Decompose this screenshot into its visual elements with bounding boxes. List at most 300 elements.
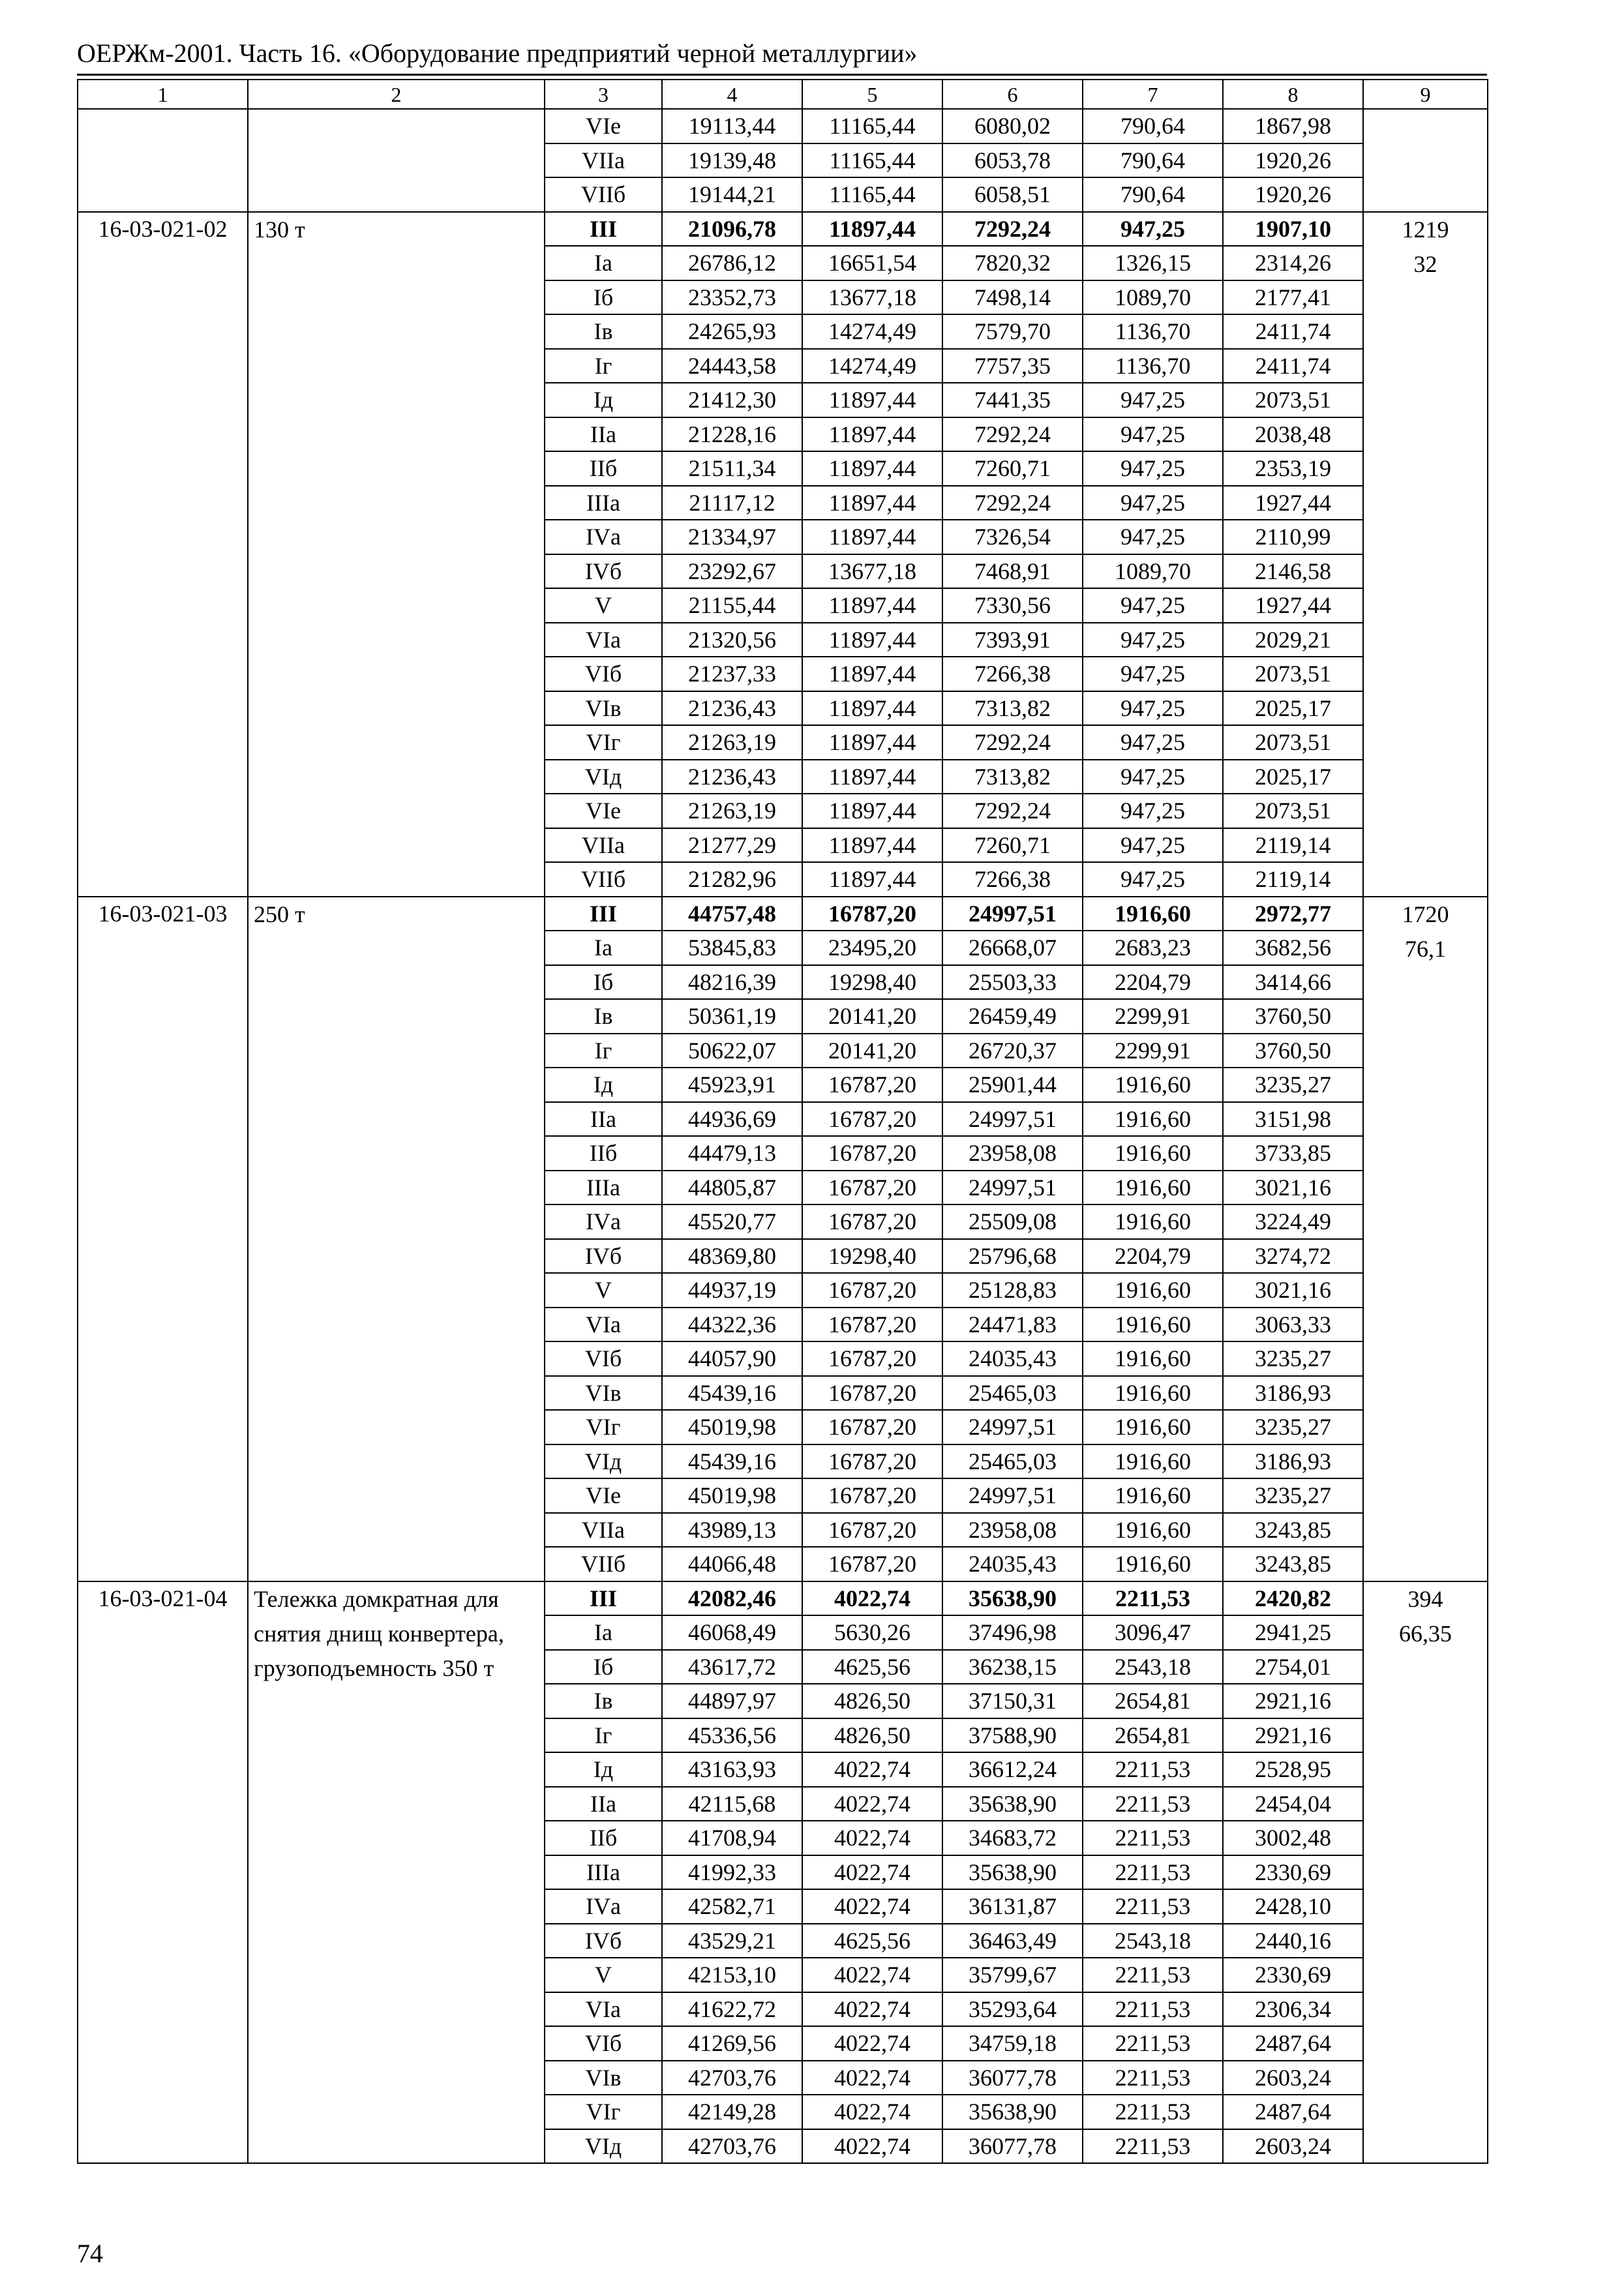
column-number: 5 bbox=[802, 80, 942, 109]
value-cell: 24265,93 bbox=[662, 314, 802, 349]
region-cell: VIIа bbox=[545, 143, 662, 178]
region-cell: VIе bbox=[545, 109, 662, 143]
value-cell: 45019,98 bbox=[662, 1478, 802, 1513]
value-cell: 11897,44 bbox=[802, 520, 942, 554]
value-cell: 23292,67 bbox=[662, 554, 802, 589]
value-cell: 21277,29 bbox=[662, 828, 802, 863]
value-cell: 2204,79 bbox=[1083, 965, 1223, 1000]
region-cell: VIа bbox=[545, 623, 662, 657]
value-cell: 3096,47 bbox=[1083, 1615, 1223, 1650]
value-cell: 1916,60 bbox=[1083, 1102, 1223, 1137]
value-cell: 2330,69 bbox=[1223, 1855, 1363, 1890]
value-cell: 43989,13 bbox=[662, 1513, 802, 1548]
value-cell: 53845,83 bbox=[662, 931, 802, 965]
value-cell: 11897,44 bbox=[802, 383, 942, 417]
value-cell: 44066,48 bbox=[662, 1547, 802, 1581]
value-cell: 2306,34 bbox=[1223, 1992, 1363, 2027]
value-cell: 45019,98 bbox=[662, 1410, 802, 1444]
region-cell: Iв bbox=[545, 999, 662, 1034]
region-cell: VIв bbox=[545, 691, 662, 726]
region-cell: IIIа bbox=[545, 486, 662, 520]
value-cell: 2211,53 bbox=[1083, 2061, 1223, 2095]
value-cell: 19298,40 bbox=[802, 1239, 942, 1274]
value-cell: 4022,74 bbox=[802, 1889, 942, 1924]
value-cell: 2353,19 bbox=[1223, 451, 1363, 486]
value-cell: 5630,26 bbox=[802, 1615, 942, 1650]
value-cell: 2211,53 bbox=[1083, 1752, 1223, 1787]
region-cell: Iб bbox=[545, 965, 662, 1000]
value-cell: 3243,85 bbox=[1223, 1547, 1363, 1581]
page-header: ОЕРЖм-2001. Часть 16. «Оборудование предприятий черной металлургии» bbox=[77, 38, 918, 68]
value-cell: 947,25 bbox=[1083, 828, 1223, 863]
value-cell: 2211,53 bbox=[1083, 1787, 1223, 1821]
value-cell: 2543,18 bbox=[1083, 1650, 1223, 1684]
region-cell: VIб bbox=[545, 2026, 662, 2061]
region-cell: IIа bbox=[545, 1787, 662, 1821]
value-cell: 3151,98 bbox=[1223, 1102, 1363, 1137]
value-cell: 21320,56 bbox=[662, 623, 802, 657]
value-cell: 44479,13 bbox=[662, 1136, 802, 1171]
value-cell: 4022,74 bbox=[802, 1958, 942, 1992]
value-cell: 42703,76 bbox=[662, 2061, 802, 2095]
value-cell: 2411,74 bbox=[1223, 349, 1363, 383]
value-cell: 24035,43 bbox=[942, 1547, 1083, 1581]
region-cell: IIа bbox=[545, 417, 662, 452]
value-cell: 2211,53 bbox=[1083, 1855, 1223, 1890]
value-cell: 1916,60 bbox=[1083, 1171, 1223, 1205]
column-number: 7 bbox=[1083, 80, 1223, 109]
price-table bbox=[77, 79, 1488, 2164]
value-cell: 21511,34 bbox=[662, 451, 802, 486]
column-9-cell bbox=[1363, 1581, 1488, 2164]
value-cell: 2119,14 bbox=[1223, 828, 1363, 863]
value-cell: 16787,20 bbox=[802, 1102, 942, 1137]
value-cell: 45923,91 bbox=[662, 1068, 802, 1102]
value-cell: 2211,53 bbox=[1083, 1889, 1223, 1924]
value-cell: 3733,85 bbox=[1223, 1136, 1363, 1171]
value-cell: 11897,44 bbox=[802, 828, 942, 863]
value-cell: 6080,02 bbox=[942, 109, 1083, 143]
value-cell: 4022,74 bbox=[802, 1752, 942, 1787]
value-cell: 2654,81 bbox=[1083, 1684, 1223, 1718]
value-cell: 16787,20 bbox=[802, 1513, 942, 1548]
value-cell: 2211,53 bbox=[1083, 1958, 1223, 1992]
value-cell: 4826,50 bbox=[802, 1718, 942, 1753]
value-cell: 36238,15 bbox=[942, 1650, 1083, 1684]
value-cell: 2211,53 bbox=[1083, 1992, 1223, 2027]
region-cell: VIг bbox=[545, 2095, 662, 2129]
value-cell: 11897,44 bbox=[802, 862, 942, 897]
value-cell: 7330,56 bbox=[942, 588, 1083, 623]
region-cell: VIд bbox=[545, 760, 662, 794]
value-cell: 4022,74 bbox=[802, 2095, 942, 2129]
value-cell: 2428,10 bbox=[1223, 1889, 1363, 1924]
value-cell: 21334,97 bbox=[662, 520, 802, 554]
value-cell: 7292,24 bbox=[942, 212, 1083, 247]
value-cell: 20141,20 bbox=[802, 1034, 942, 1068]
value-cell: 44322,36 bbox=[662, 1308, 802, 1342]
table-row bbox=[78, 897, 1488, 931]
value-cell: 44937,19 bbox=[662, 1273, 802, 1308]
region-cell: Iг bbox=[545, 1718, 662, 1753]
value-cell: 7498,14 bbox=[942, 280, 1083, 315]
value-cell: 3002,48 bbox=[1223, 1821, 1363, 1855]
value-cell: 21282,96 bbox=[662, 862, 802, 897]
value-cell: 7313,82 bbox=[942, 691, 1083, 726]
value-cell: 3760,50 bbox=[1223, 1034, 1363, 1068]
value-cell: 3274,72 bbox=[1223, 1239, 1363, 1274]
region-cell: VIIа bbox=[545, 1513, 662, 1548]
value-cell: 45439,16 bbox=[662, 1376, 802, 1411]
value-cell: 7260,71 bbox=[942, 451, 1083, 486]
value-cell: 21263,19 bbox=[662, 725, 802, 760]
region-cell: IVа bbox=[545, 1889, 662, 1924]
value-cell: 2299,91 bbox=[1083, 999, 1223, 1034]
value-cell: 35293,64 bbox=[942, 1992, 1083, 2027]
value-cell: 16787,20 bbox=[802, 1171, 942, 1205]
value-cell: 16787,20 bbox=[802, 1204, 942, 1239]
value-cell: 7292,24 bbox=[942, 794, 1083, 828]
value-cell: 16787,20 bbox=[802, 1308, 942, 1342]
value-cell: 3021,16 bbox=[1223, 1273, 1363, 1308]
region-cell: VIIб bbox=[545, 862, 662, 897]
column-9-value: 66,35 bbox=[1399, 1620, 1452, 1647]
value-cell: 947,25 bbox=[1083, 383, 1223, 417]
value-cell: 7313,82 bbox=[942, 760, 1083, 794]
region-cell: VIв bbox=[545, 1376, 662, 1411]
value-cell: 35799,67 bbox=[942, 1958, 1083, 1992]
value-cell: 41269,56 bbox=[662, 2026, 802, 2061]
value-cell: 3414,66 bbox=[1223, 965, 1363, 1000]
region-cell: IVб bbox=[545, 554, 662, 589]
value-cell: 24997,51 bbox=[942, 1410, 1083, 1444]
value-cell: 19298,40 bbox=[802, 965, 942, 1000]
table-body bbox=[78, 80, 1488, 2163]
value-cell: 2025,17 bbox=[1223, 691, 1363, 726]
value-cell: 947,25 bbox=[1083, 451, 1223, 486]
value-cell: 21263,19 bbox=[662, 794, 802, 828]
value-cell: 19113,44 bbox=[662, 109, 802, 143]
value-cell: 2603,24 bbox=[1223, 2061, 1363, 2095]
value-cell: 7260,71 bbox=[942, 828, 1083, 863]
value-cell: 1089,70 bbox=[1083, 554, 1223, 589]
value-cell: 947,25 bbox=[1083, 486, 1223, 520]
value-cell: 1927,44 bbox=[1223, 486, 1363, 520]
value-cell: 1916,60 bbox=[1083, 1308, 1223, 1342]
value-cell: 2754,01 bbox=[1223, 1650, 1363, 1684]
value-cell: 14274,49 bbox=[802, 314, 942, 349]
value-cell: 16651,54 bbox=[802, 246, 942, 280]
value-cell: 42082,46 bbox=[662, 1581, 802, 1616]
value-cell: 26668,07 bbox=[942, 931, 1083, 965]
value-cell: 2211,53 bbox=[1083, 1821, 1223, 1855]
value-cell: 50622,07 bbox=[662, 1034, 802, 1068]
value-cell: 1916,60 bbox=[1083, 1136, 1223, 1171]
value-cell: 1916,60 bbox=[1083, 1547, 1223, 1581]
value-cell: 4625,56 bbox=[802, 1650, 942, 1684]
value-cell: 11897,44 bbox=[802, 725, 942, 760]
value-cell: 7393,91 bbox=[942, 623, 1083, 657]
region-cell: Iд bbox=[545, 1752, 662, 1787]
value-cell: 2454,04 bbox=[1223, 1787, 1363, 1821]
value-cell: 2029,21 bbox=[1223, 623, 1363, 657]
value-cell: 4022,74 bbox=[802, 2026, 942, 2061]
value-cell: 2972,77 bbox=[1223, 897, 1363, 931]
value-cell: 947,25 bbox=[1083, 520, 1223, 554]
value-cell: 16787,20 bbox=[802, 1376, 942, 1411]
value-cell: 2654,81 bbox=[1083, 1718, 1223, 1753]
column-number: 1 bbox=[78, 80, 248, 109]
value-cell: 35638,90 bbox=[942, 1855, 1083, 1890]
region-cell: VIIб bbox=[545, 1547, 662, 1581]
value-cell: 24471,83 bbox=[942, 1308, 1083, 1342]
value-cell: 2204,79 bbox=[1083, 1239, 1223, 1274]
name-cell bbox=[248, 109, 545, 212]
value-cell: 42582,71 bbox=[662, 1889, 802, 1924]
value-cell: 790,64 bbox=[1083, 109, 1223, 143]
column-9-value: 76,1 bbox=[1405, 935, 1446, 962]
region-cell: VIIа bbox=[545, 828, 662, 863]
value-cell: 36463,49 bbox=[942, 1924, 1083, 1958]
value-cell: 1916,60 bbox=[1083, 1410, 1223, 1444]
value-cell: 2314,26 bbox=[1223, 246, 1363, 280]
value-cell: 7326,54 bbox=[942, 520, 1083, 554]
region-cell: III bbox=[545, 897, 662, 931]
value-cell: 4022,74 bbox=[802, 1855, 942, 1890]
value-cell: 7579,70 bbox=[942, 314, 1083, 349]
table-row bbox=[78, 1581, 1488, 1616]
value-cell: 7292,24 bbox=[942, 486, 1083, 520]
value-cell: 4625,56 bbox=[802, 1924, 942, 1958]
code-cell: 16-03-021-02 bbox=[78, 212, 248, 897]
value-cell: 947,25 bbox=[1083, 862, 1223, 897]
region-cell: Iд bbox=[545, 1068, 662, 1102]
value-cell: 3235,27 bbox=[1223, 1068, 1363, 1102]
value-cell: 3235,27 bbox=[1223, 1410, 1363, 1444]
value-cell: 1920,26 bbox=[1223, 143, 1363, 178]
column-number-row bbox=[78, 80, 1488, 109]
value-cell: 1927,44 bbox=[1223, 588, 1363, 623]
value-cell: 34759,18 bbox=[942, 2026, 1083, 2061]
value-cell: 23495,20 bbox=[802, 931, 942, 965]
column-number: 2 bbox=[248, 80, 545, 109]
page-number: 74 bbox=[77, 2239, 103, 2268]
value-cell: 3682,56 bbox=[1223, 931, 1363, 965]
value-cell: 19144,21 bbox=[662, 177, 802, 212]
value-cell: 947,25 bbox=[1083, 794, 1223, 828]
value-cell: 2073,51 bbox=[1223, 657, 1363, 691]
value-cell: 1136,70 bbox=[1083, 349, 1223, 383]
column-9-cell bbox=[1363, 212, 1488, 897]
value-cell: 11897,44 bbox=[802, 212, 942, 247]
value-cell: 21236,43 bbox=[662, 760, 802, 794]
value-cell: 2038,48 bbox=[1223, 417, 1363, 452]
value-cell: 16787,20 bbox=[802, 1547, 942, 1581]
region-cell: VIд bbox=[545, 2129, 662, 2164]
region-cell: VIб bbox=[545, 1341, 662, 1376]
value-cell: 41992,33 bbox=[662, 1855, 802, 1890]
value-cell: 2211,53 bbox=[1083, 1581, 1223, 1616]
column-9-cell bbox=[1363, 109, 1488, 212]
value-cell: 36612,24 bbox=[942, 1752, 1083, 1787]
value-cell: 36077,78 bbox=[942, 2129, 1083, 2164]
value-cell: 23958,08 bbox=[942, 1513, 1083, 1548]
column-number: 6 bbox=[942, 80, 1083, 109]
region-cell: VIв bbox=[545, 2061, 662, 2095]
value-cell: 2073,51 bbox=[1223, 383, 1363, 417]
value-cell: 21117,12 bbox=[662, 486, 802, 520]
value-cell: 45520,77 bbox=[662, 1204, 802, 1239]
region-cell: IVб bbox=[545, 1239, 662, 1274]
value-cell: 24035,43 bbox=[942, 1341, 1083, 1376]
value-cell: 11897,44 bbox=[802, 691, 942, 726]
value-cell: 16787,20 bbox=[802, 1341, 942, 1376]
value-cell: 2073,51 bbox=[1223, 794, 1363, 828]
value-cell: 1089,70 bbox=[1083, 280, 1223, 315]
value-cell: 16787,20 bbox=[802, 897, 942, 931]
value-cell: 3186,93 bbox=[1223, 1376, 1363, 1411]
value-cell: 14274,49 bbox=[802, 349, 942, 383]
region-cell: VIг bbox=[545, 1410, 662, 1444]
region-cell: IVа bbox=[545, 520, 662, 554]
value-cell: 1916,60 bbox=[1083, 1513, 1223, 1548]
region-cell: Iг bbox=[545, 349, 662, 383]
value-cell: 45336,56 bbox=[662, 1718, 802, 1753]
region-cell: VIа bbox=[545, 1308, 662, 1342]
value-cell: 7266,38 bbox=[942, 862, 1083, 897]
value-cell: 3224,49 bbox=[1223, 1204, 1363, 1239]
region-cell: IIа bbox=[545, 1102, 662, 1137]
value-cell: 3235,27 bbox=[1223, 1341, 1363, 1376]
region-cell: IVб bbox=[545, 1924, 662, 1958]
value-cell: 11165,44 bbox=[802, 143, 942, 178]
value-cell: 43529,21 bbox=[662, 1924, 802, 1958]
value-cell: 2603,24 bbox=[1223, 2129, 1363, 2164]
value-cell: 4022,74 bbox=[802, 1581, 942, 1616]
value-cell: 19139,48 bbox=[662, 143, 802, 178]
value-cell: 46068,49 bbox=[662, 1615, 802, 1650]
value-cell: 11897,44 bbox=[802, 760, 942, 794]
value-cell: 3186,93 bbox=[1223, 1444, 1363, 1479]
region-cell: Iа bbox=[545, 931, 662, 965]
value-cell: 21228,16 bbox=[662, 417, 802, 452]
name-cell: 130 т bbox=[248, 212, 545, 897]
region-cell: VIе bbox=[545, 794, 662, 828]
value-cell: 25503,33 bbox=[942, 965, 1083, 1000]
region-cell: Iв bbox=[545, 1684, 662, 1718]
value-cell: 24997,51 bbox=[942, 1478, 1083, 1513]
value-cell: 1916,60 bbox=[1083, 897, 1223, 931]
value-cell: 16787,20 bbox=[802, 1410, 942, 1444]
value-cell: 947,25 bbox=[1083, 725, 1223, 760]
value-cell: 1916,60 bbox=[1083, 1376, 1223, 1411]
value-cell: 48216,39 bbox=[662, 965, 802, 1000]
value-cell: 7292,24 bbox=[942, 417, 1083, 452]
value-cell: 44057,90 bbox=[662, 1341, 802, 1376]
value-cell: 2146,58 bbox=[1223, 554, 1363, 589]
value-cell: 1916,60 bbox=[1083, 1341, 1223, 1376]
region-cell: VIIб bbox=[545, 177, 662, 212]
value-cell: 1136,70 bbox=[1083, 314, 1223, 349]
column-number: 3 bbox=[545, 80, 662, 109]
value-cell: 37496,98 bbox=[942, 1615, 1083, 1650]
value-cell: 2119,14 bbox=[1223, 862, 1363, 897]
value-cell: 11897,44 bbox=[802, 623, 942, 657]
value-cell: 11897,44 bbox=[802, 486, 942, 520]
value-cell: 2025,17 bbox=[1223, 760, 1363, 794]
value-cell: 6053,78 bbox=[942, 143, 1083, 178]
value-cell: 24443,58 bbox=[662, 349, 802, 383]
value-cell: 11165,44 bbox=[802, 177, 942, 212]
value-cell: 44757,48 bbox=[662, 897, 802, 931]
value-cell: 7441,35 bbox=[942, 383, 1083, 417]
value-cell: 2921,16 bbox=[1223, 1718, 1363, 1753]
table-row bbox=[78, 109, 1488, 143]
column-9-value: 394 bbox=[1407, 1585, 1443, 1612]
value-cell: 7820,32 bbox=[942, 246, 1083, 280]
value-cell: 44897,97 bbox=[662, 1684, 802, 1718]
region-cell: IIIа bbox=[545, 1171, 662, 1205]
value-cell: 7757,35 bbox=[942, 349, 1083, 383]
value-cell: 947,25 bbox=[1083, 588, 1223, 623]
value-cell: 11165,44 bbox=[802, 109, 942, 143]
value-cell: 48369,80 bbox=[662, 1239, 802, 1274]
value-cell: 13677,18 bbox=[802, 554, 942, 589]
region-cell: Iа bbox=[545, 1615, 662, 1650]
code-cell: 16-03-021-04 bbox=[78, 1581, 248, 2164]
value-cell: 1326,15 bbox=[1083, 246, 1223, 280]
value-cell: 26720,37 bbox=[942, 1034, 1083, 1068]
value-cell: 34683,72 bbox=[942, 1821, 1083, 1855]
value-cell: 21412,30 bbox=[662, 383, 802, 417]
value-cell: 16787,20 bbox=[802, 1444, 942, 1479]
region-cell: IVа bbox=[545, 1204, 662, 1239]
region-cell: III bbox=[545, 1581, 662, 1616]
column-9-value: 1720 bbox=[1402, 901, 1449, 927]
value-cell: 2921,16 bbox=[1223, 1684, 1363, 1718]
value-cell: 24997,51 bbox=[942, 897, 1083, 931]
value-cell: 1916,60 bbox=[1083, 1068, 1223, 1102]
region-cell: III bbox=[545, 212, 662, 247]
region-cell: Iв bbox=[545, 314, 662, 349]
value-cell: 4022,74 bbox=[802, 2061, 942, 2095]
region-cell: Iб bbox=[545, 280, 662, 315]
value-cell: 2177,41 bbox=[1223, 280, 1363, 315]
value-cell: 3235,27 bbox=[1223, 1478, 1363, 1513]
value-cell: 1920,26 bbox=[1223, 177, 1363, 212]
value-cell: 42153,10 bbox=[662, 1958, 802, 1992]
value-cell: 1916,60 bbox=[1083, 1444, 1223, 1479]
value-cell: 3021,16 bbox=[1223, 1171, 1363, 1205]
region-cell: IIб bbox=[545, 1821, 662, 1855]
region-cell: VIг bbox=[545, 725, 662, 760]
value-cell: 2073,51 bbox=[1223, 725, 1363, 760]
value-cell: 11897,44 bbox=[802, 417, 942, 452]
value-cell: 25509,08 bbox=[942, 1204, 1083, 1239]
value-cell: 21237,33 bbox=[662, 657, 802, 691]
value-cell: 4022,74 bbox=[802, 1787, 942, 1821]
value-cell: 790,64 bbox=[1083, 177, 1223, 212]
value-cell: 41622,72 bbox=[662, 1992, 802, 2027]
value-cell: 23958,08 bbox=[942, 1136, 1083, 1171]
region-cell: VIа bbox=[545, 1992, 662, 2027]
value-cell: 7266,38 bbox=[942, 657, 1083, 691]
value-cell: 2299,91 bbox=[1083, 1034, 1223, 1068]
value-cell: 37150,31 bbox=[942, 1684, 1083, 1718]
value-cell: 16787,20 bbox=[802, 1478, 942, 1513]
value-cell: 947,25 bbox=[1083, 657, 1223, 691]
value-cell: 2440,16 bbox=[1223, 1924, 1363, 1958]
